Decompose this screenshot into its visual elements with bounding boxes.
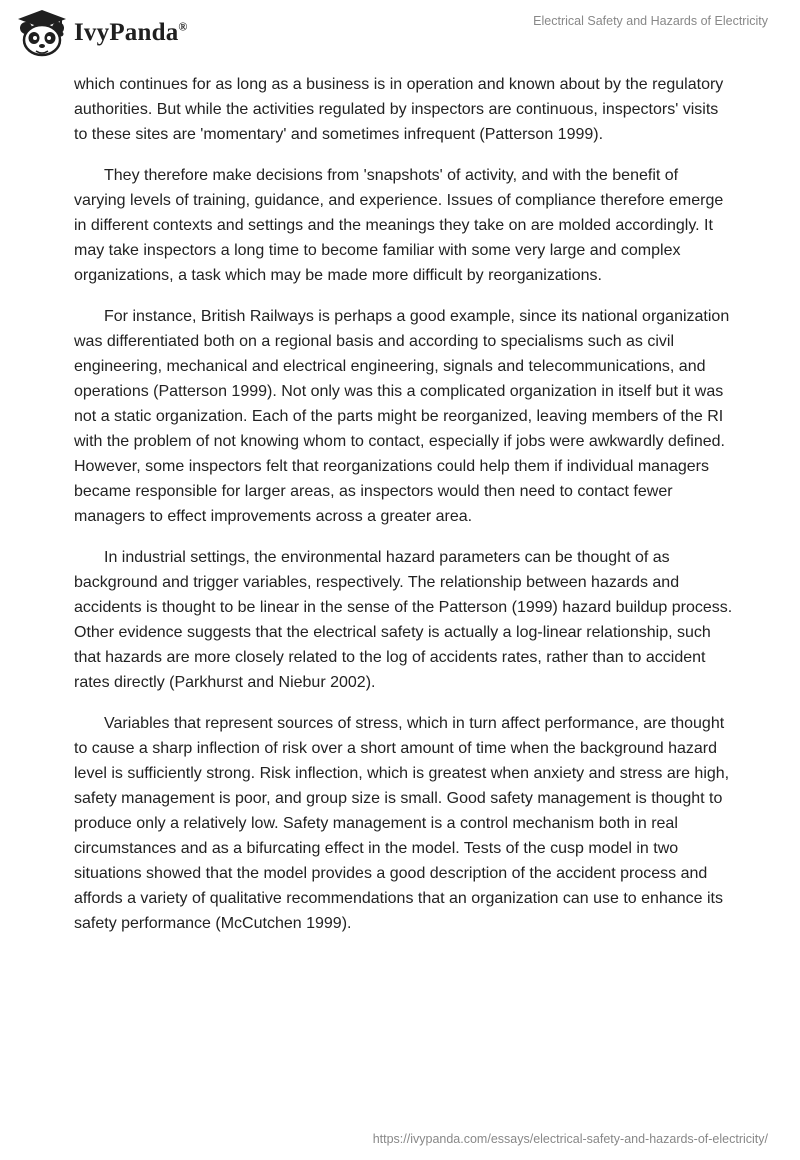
- brand-logo[interactable]: [14, 8, 188, 58]
- document-title: Electrical Safety and Hazards of Electricity: [533, 14, 768, 28]
- paragraph: Variables that represent sources of stress, which in turn affect performance, are thought to cause a sharp inflection of risk over a short amount of time when the background hazard level is sufficiently strong. Risk inflection, which is greatest when anxiety and stress are high, safety management is poor, and group size is small. Good safety management is thought to produce only a relatively low. Safety management is a control mechanism both in real circumstances and as a bifurcating effect in the model. Tests of the cusp model in two situations showed that the model provides a good description of the accident process and affords a variety of qualitative recommendations that an organization can use to enhance its safety performance (McCutchen 1999).: [74, 715, 730, 932]
- paragraph: which continues for as long as a business is in operation and known about by the regulatory authorities. But while the activities regulated by inspectors are continuous, inspectors' visits to these sites are 'momentary' and sometimes infrequent (Patterson 1999).: [74, 76, 724, 143]
- paragraph: For instance, British Railways is perhaps a good example, since its national organization was differentiated both on a regional basis and according to specialisms such as civil engineering, mechanical and electrical engineering, signals and telecommunications, and operations (Patterson 1999). Not only was this a complicated organization in itself but it was not a static organization. Each of the parts might be reorganized, leaving members of the RI with the problem of not knowing whom to contact, especially if jobs were awkwardly defined. However, some inspectors felt that reorganizations could help them if individual managers became responsible for larger areas, as inspectors would then need to contact fewer managers to effect improvements across a greater area.: [74, 308, 730, 525]
- paragraph: They therefore make decisions from 'snapshots' of activity, and with the benefit of varying levels of training, guidance, and experience. Issues of compliance therefore emerge in different contexts and settings and the meanings they take on are molded accordingly. It may take inspectors a long time to become familiar with some very large and complex organizations, a task which may be made more difficult by reorganizations.: [74, 167, 724, 284]
- paragraph: In industrial settings, the environmental hazard parameters can be thought of as background and trigger variables, respectively. The relationship between hazards and accidents is thought to be linear in the sense of the Patterson (1999) hazard buildup process. Other evidence suggests that the electrical safety is actually a log-linear relationship, such that hazards are more closely related to the log of accidents rates, rather than to accident rates directly (Parkhurst and Niebur 2002).: [74, 549, 733, 691]
- panda-logo-icon: [14, 8, 70, 58]
- footer-url-link[interactable]: https://ivypanda.com/essays/electrical-safety-and-hazards-of-electricity/: [372, 1132, 768, 1146]
- page-header: [0, 0, 800, 70]
- article-body: [74, 72, 734, 952]
- brand-name: IvyPanda®: [74, 19, 188, 46]
